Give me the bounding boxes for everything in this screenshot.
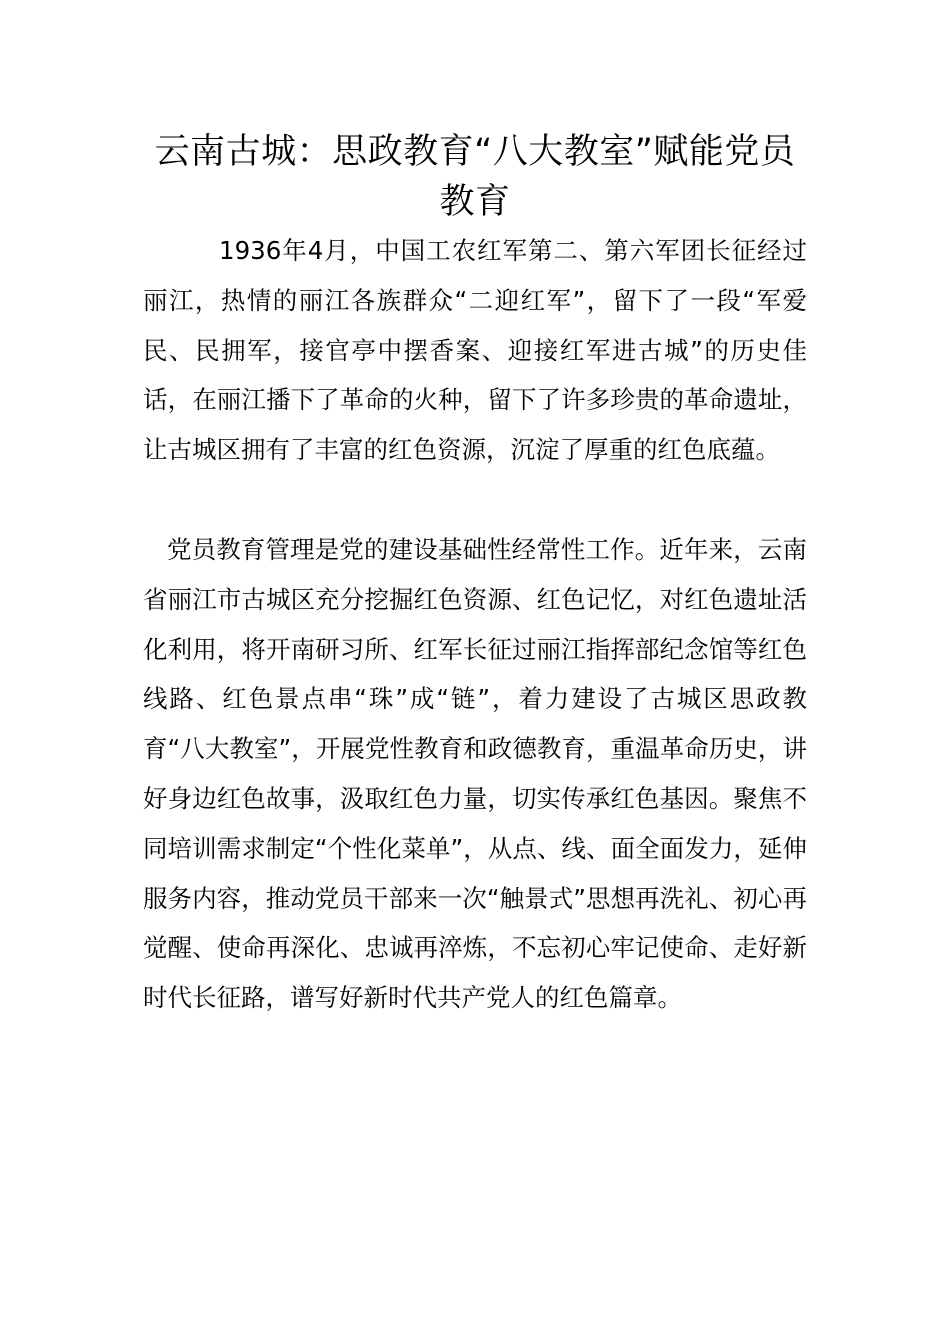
paragraph-2: 党员教育管理是党的建设基础性经常性工作。近年来，云南省丽江市古城区充分挖掘红色资源、红色记忆，对红色遗址活化利用，将开南研习所、红军长征过丽江指挥部纪念馆等红色线路、红色景点串“珠”成“链”，着力建设了古城区思政教育“八大教室”，开展党性教育和政德教育，重温革命历史，讲好身边红色故事，汲取红色力量，切实传承红色基因。聚焦不同培训需求制定“个性化菜单”，从点、线、面全面发力，延伸服务内容，推动党员干部来一次“触景式”思想再洗礼、初心再觉醒、使命再深化、忠诚再淬炼，不忘初心牢记使命、走好新时代长征路，谱写好新时代共产党人的红色篇章。: [143, 535, 807, 1013]
paragraph-1: 1936年4月，中国工农红军第二、第六军团长征经过丽江，热情的丽江各族群众“二迎红军”，留下了一段“军爱民、民拥军，接官亭中摆香案、迎接红军进古城”的历史佳话，在丽江播下了革命的火种，留下了许多珍贵的革命遗址，让古城区拥有了丰富的红色资源，沉淀了厚重的红色底蕴。: [143, 236, 807, 465]
document-title: 云南古城：思政教育“八大教室”赋能党员教育: [154, 132, 796, 222]
